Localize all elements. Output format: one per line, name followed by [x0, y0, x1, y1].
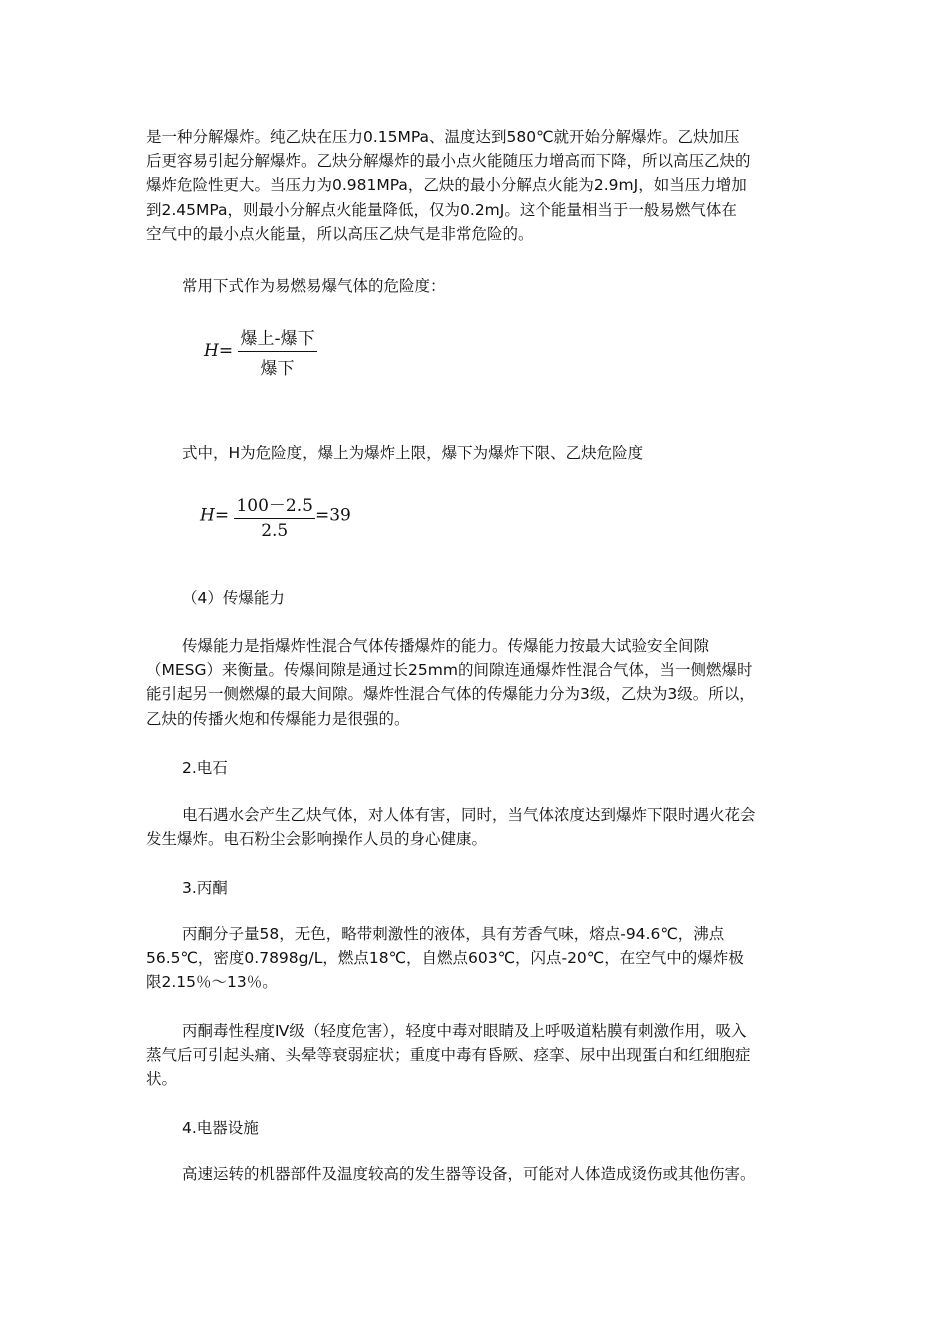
text-line: 是一种分解爆炸。纯乙炔在压力0.15MPa、温度达到580℃就开始分解爆炸。乙炔加压: [146, 128, 740, 146]
text-line: 状。: [146, 1070, 178, 1089]
text-line: 到2.45MPa，则最小分解点火能量降低，仅为0.2mJ。这个能量相当于一般易燃气体在: [146, 200, 737, 219]
formula-equals: =: [218, 341, 234, 361]
text-line: 蒸气后可引起头痛、头晕等衰弱症状；重度中毒有昏厥、痉挛、尿中出现蛋白和红细胞症: [146, 1046, 751, 1065]
heading-acetone: 3.丙酮: [182, 879, 228, 897]
paragraph-hazard-intro: 常用下式作为易燃易爆气体的危险度：: [182, 277, 446, 295]
text-line: 爆炸危险性更大。当压力为0.981MPa，乙炔的最小分解点火能为2.9mJ，如当压力增加: [146, 176, 747, 195]
text-line: 乙炔的传播火炮和传爆能力是很强的。: [146, 709, 410, 728]
formula-hazard-definition: [204, 324, 317, 379]
paragraph-electrical-facilities: 高速运转的机器部件及温度较高的发生器等设备，可能对人体造成烫伤或其他伤害。: [182, 1165, 756, 1183]
text-line: 56.5℃，密度0.7898g/L，燃点18℃，自燃点603℃，闪点-20℃，在空气中的爆炸极: [146, 949, 744, 968]
formula-acetylene-hazard: [200, 491, 351, 541]
text-line: 丙酮毒性程度Ⅳ级（轻度危害），轻度中毒对眼睛及上呼吸道粘膜有刺激作用，吸入: [182, 1022, 747, 1040]
text-line: 电石遇水会产生乙炔气体，对人体有害，同时，当气体浓度达到爆炸下限时遇火花会: [182, 806, 756, 824]
formula-numerator: 爆上-爆下: [238, 324, 316, 352]
text-line: 能引起另一侧燃爆的最大间隙。爆炸性混合气体的传爆能力分为3级，乙炔为3级。所以，: [146, 685, 755, 704]
paragraph-acetone-toxicity: [146, 1019, 810, 1092]
paragraph-calcium-carbide: [146, 803, 810, 851]
text-line: 丙酮分子量58，无色，略带刺激性的液体，具有芳香气味，熔点-94.6℃，沸点: [182, 925, 725, 943]
formula-denominator: 2.5: [261, 521, 289, 541]
formula-fraction: [238, 324, 316, 379]
paragraph-formula-explanation: 式中，H为危险度，爆上为爆炸上限，爆下为爆炸下限、乙炔危险度: [182, 444, 644, 462]
text-line: （MESG）来衡量。传爆间隙是通过长25mm的间隙连通爆炸性混合气体，当一侧燃爆时: [146, 661, 753, 680]
text-line: 限2.15％～13％。: [146, 973, 278, 992]
paragraph-acetone-properties: [146, 922, 810, 995]
text-line: 传爆能力是指爆炸性混合气体传播爆炸的能力。传爆能力按最大试验安全间隙: [182, 637, 710, 655]
formula-variable: H: [204, 341, 219, 361]
paragraph-acetylene-decomposition: [146, 125, 810, 246]
heading-propagation-ability: （4）传爆能力: [182, 589, 285, 607]
formula-equals: =: [214, 505, 230, 526]
text-line: 空气中的最小点火能量，所以高压乙炔气是非常危险的。: [146, 224, 534, 243]
heading-electrical-facilities: 4.电器设施: [182, 1119, 259, 1137]
text-line: 后更容易引起分解爆炸。乙炔分解爆炸的最小点火能随压力增高而下降，所以高压乙炔的: [146, 152, 751, 171]
formula-variable: H: [200, 505, 215, 526]
formula-denominator: 爆下: [260, 359, 295, 379]
text-line: 发生爆炸。电石粉尘会影响操作人员的身心健康。: [146, 830, 488, 849]
heading-calcium-carbide: 2.电石: [182, 759, 228, 777]
formula-numerator: 100－2.5: [234, 491, 314, 519]
paragraph-propagation-ability: [146, 634, 810, 731]
formula-fraction: [234, 491, 314, 541]
formula-result: =39: [314, 505, 351, 526]
